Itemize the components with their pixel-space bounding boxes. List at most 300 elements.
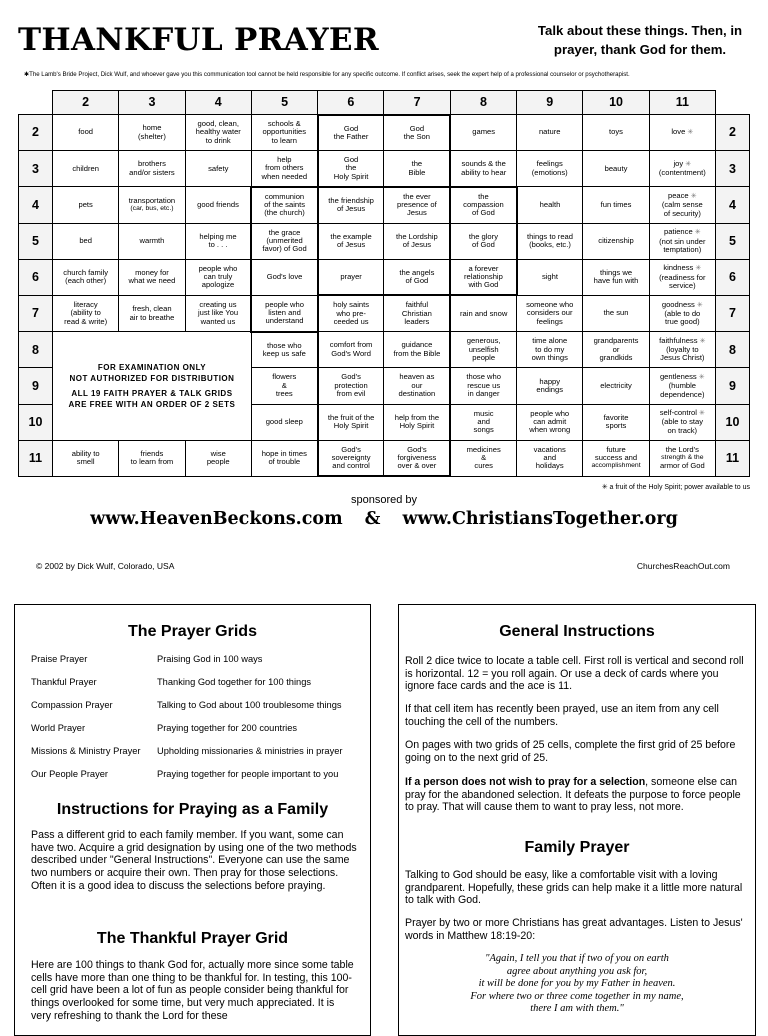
grid-cell[interactable] xyxy=(384,223,450,259)
copyright: © 2002 by Dick Wulf, Colorado, USA xyxy=(36,561,175,571)
grid-cell[interactable] xyxy=(450,151,516,187)
cell-text: healthy water xyxy=(195,127,241,137)
cell-text: read & write) xyxy=(64,316,108,326)
thankful-grid-text: Here are 100 things to thank God for, actually more since some table cells have more than one thing to be thankful for. In testing, this 100-cell grid have been a lot of fun as people consider being thankful for things overlooked for some time, but very much appreciated. It is very refreshing to thank the Lord for these xyxy=(31,959,354,1022)
cell-text: things we xyxy=(599,268,633,278)
grid-cell[interactable] xyxy=(185,151,251,187)
cell-text: goodness ✳ xyxy=(661,299,703,309)
grid-cell[interactable] xyxy=(583,187,649,223)
grid-cell[interactable] xyxy=(450,259,516,295)
cell-text: God's xyxy=(407,444,427,454)
cell-text: generous, xyxy=(466,336,501,346)
cell-text: fun times xyxy=(600,199,632,209)
left-panel xyxy=(14,604,371,1036)
grid-cell[interactable] xyxy=(583,332,649,368)
grid-cell[interactable] xyxy=(251,332,317,368)
grid-cell[interactable] xyxy=(517,151,583,187)
cell-text: the xyxy=(345,163,357,173)
ampersand: & xyxy=(364,509,381,529)
grid-cell[interactable] xyxy=(318,368,384,404)
cell-text: songs xyxy=(473,425,494,435)
cell-text: sports xyxy=(605,421,627,431)
cell-text: ability to hear xyxy=(461,167,507,177)
cell-text: opportunities xyxy=(262,127,307,137)
cell-text: rescue us xyxy=(467,380,501,390)
cell-text: grandkids xyxy=(599,352,633,362)
cell-text: (humble xyxy=(668,381,697,391)
grid-cell[interactable] xyxy=(119,151,185,187)
grid-row xyxy=(19,115,750,151)
cell-text: rain and snow xyxy=(460,308,508,318)
cell-text: friends xyxy=(140,448,164,458)
grid-row xyxy=(19,223,750,259)
grid-cell[interactable] xyxy=(384,187,450,223)
column-header: 7 xyxy=(384,91,450,115)
cell-text: what we need xyxy=(128,276,176,286)
grid-cell[interactable] xyxy=(583,404,649,440)
cell-text: to . . . xyxy=(208,240,228,250)
cell-text: to do my xyxy=(535,344,565,354)
cell-text: unselfish xyxy=(468,344,499,354)
cell-text: protection xyxy=(334,380,368,390)
grid-cell[interactable] xyxy=(318,404,384,440)
cell-text: nature xyxy=(538,127,561,137)
cell-text: fresh, clean xyxy=(132,304,172,314)
grid-cell[interactable] xyxy=(251,368,317,404)
notice-line: NOT AUTHORIZED FOR DISTRIBUTION xyxy=(69,373,235,383)
cell-text: forgiveness xyxy=(397,452,437,462)
column-header: 4 xyxy=(185,91,251,115)
grid-cell[interactable] xyxy=(251,223,317,259)
prayer-grid-name: Thankful Prayer xyxy=(31,677,97,687)
cell-text: ceeded us xyxy=(333,316,369,326)
cell-text: good, clean, xyxy=(197,119,239,129)
cell-text: the xyxy=(411,159,423,169)
grid-cell[interactable] xyxy=(450,440,516,476)
cell-text: the glory xyxy=(468,231,498,241)
prayer-grid-item xyxy=(31,677,312,687)
cell-text: wanted us xyxy=(200,316,236,326)
cell-text: bed xyxy=(79,236,92,245)
tagline: Talk about these things. Then, in prayer, thank God for them. xyxy=(537,23,743,57)
row-header: 4 xyxy=(715,187,749,223)
row-header: 7 xyxy=(715,295,749,331)
prayer-grid xyxy=(18,90,750,477)
grid-cell[interactable] xyxy=(318,440,384,476)
grid-cell[interactable] xyxy=(517,440,583,476)
grid-cell[interactable] xyxy=(517,259,583,295)
cell-text: toys xyxy=(609,127,623,137)
grid-cell[interactable] xyxy=(649,368,715,404)
grid-cell[interactable] xyxy=(649,115,715,151)
cell-text: faithful xyxy=(405,300,429,310)
sponsor-websites xyxy=(0,509,768,529)
cell-text: Jesus xyxy=(406,208,427,218)
cell-text: warmth xyxy=(139,236,165,245)
grid-cell[interactable] xyxy=(119,295,185,331)
sponsor-link-christianstogether[interactable]: www.ChristiansTogether.org xyxy=(402,509,678,529)
quote-line: it will be done for you by my Father in heaven. xyxy=(478,978,676,989)
grid-cell[interactable] xyxy=(384,440,450,476)
grid-cell[interactable] xyxy=(384,151,450,187)
fruit-marker-icon: ✳ xyxy=(699,337,706,345)
cell-text: in danger xyxy=(467,389,500,399)
grid-cell[interactable] xyxy=(119,440,185,476)
grid-cell[interactable] xyxy=(53,187,119,223)
grid-cell[interactable] xyxy=(583,368,649,404)
prayer-grid-item xyxy=(31,700,342,710)
cell-text: gentleness ✳ xyxy=(659,371,705,381)
cell-text: destination xyxy=(398,389,436,399)
grid-cell[interactable] xyxy=(517,295,583,331)
cell-text: help xyxy=(277,155,292,165)
cell-text: music xyxy=(473,408,494,418)
cell-text: holy saints xyxy=(333,300,370,310)
grid-cell[interactable] xyxy=(53,295,119,331)
grid-cell[interactable] xyxy=(517,115,583,151)
grid-cell[interactable] xyxy=(251,259,317,295)
cell-text: the Father xyxy=(333,131,369,141)
grid-row xyxy=(19,295,750,331)
grid-cell[interactable] xyxy=(583,259,649,295)
cell-text: God's xyxy=(341,444,361,454)
cell-text: Holy Spirit xyxy=(399,421,435,431)
grid-cell[interactable] xyxy=(251,187,317,223)
prayer-grid-item xyxy=(31,746,343,756)
cell-text: food xyxy=(78,127,94,137)
grid-row xyxy=(19,440,750,476)
cell-text: sight xyxy=(541,272,558,282)
cell-text: from the Bible xyxy=(393,348,441,358)
grid-cell[interactable] xyxy=(318,115,384,151)
cell-text: Holy Spirit xyxy=(333,171,369,181)
grid-cell[interactable] xyxy=(53,440,119,476)
prayer-grid-description: Praying together for people important to you xyxy=(157,769,339,779)
cell-text: of trouble xyxy=(268,457,301,467)
cell-text: smell xyxy=(76,457,95,467)
cell-text: joy ✳ xyxy=(673,158,692,168)
cell-text: communion xyxy=(264,191,305,201)
grid-cell[interactable] xyxy=(450,404,516,440)
grid-corner xyxy=(19,91,53,115)
cell-text: who pre- xyxy=(336,308,366,318)
grid-cell[interactable] xyxy=(583,115,649,151)
cell-text: someone who xyxy=(526,300,574,310)
cell-text: church family xyxy=(63,268,109,278)
cell-text: citizenship xyxy=(598,236,634,245)
cell-text: those who xyxy=(466,372,501,382)
cell-text: God's xyxy=(341,372,361,382)
cell-text: flowers xyxy=(272,372,297,382)
cell-text: people xyxy=(206,457,230,467)
cell-text: (not sin under xyxy=(659,236,706,246)
cell-text: helping me xyxy=(199,231,237,241)
grid-cell[interactable] xyxy=(53,259,119,295)
grid-cell[interactable] xyxy=(185,115,251,151)
cell-text: brothers xyxy=(138,159,166,169)
quote-line: "Again, I tell you that if two of you on earth xyxy=(485,953,669,964)
family-instructions-text: Pass a different grid to each family member. If you want, some can have two. Acquire a grid designation by using one of the two methods described under "General Instructions". Everyone can use the same two numbers or acquire their own. Then pray for those selections. Often it is a good idea to discuss the selections before praying. xyxy=(31,829,357,892)
cell-text: the friendship xyxy=(328,195,374,205)
grid-cell[interactable] xyxy=(649,187,715,223)
cell-text: (shelter) xyxy=(138,131,166,141)
cell-text: (able to stay xyxy=(661,417,703,427)
grid-cell[interactable] xyxy=(318,187,384,223)
cell-text: ability to xyxy=(71,448,100,458)
grid-cell[interactable] xyxy=(450,115,516,151)
grid-cell[interactable] xyxy=(649,404,715,440)
grid-cell[interactable] xyxy=(251,440,317,476)
grid-cell[interactable] xyxy=(119,223,185,259)
cell-text: happy xyxy=(539,376,561,386)
cell-text: the fruit of the xyxy=(327,412,375,422)
prayer-grid-description: Thanking God together for 100 things xyxy=(157,677,312,687)
row-header: 5 xyxy=(715,223,749,259)
prayer-grid-item xyxy=(31,769,339,779)
row-header: 2 xyxy=(715,115,749,151)
cell-text: relationship xyxy=(464,271,503,281)
prayer-grid-name: Missions & Ministry Prayer xyxy=(31,746,141,756)
grid-cell[interactable] xyxy=(517,404,583,440)
cell-text: games xyxy=(472,127,496,137)
cell-text: Holy Spirit xyxy=(333,421,369,431)
grid-cell[interactable] xyxy=(251,295,317,331)
notice-line: ALL 19 FAITH PRAYER & TALK GRIDS xyxy=(71,388,233,398)
row-header: 10 xyxy=(19,404,53,440)
grid-cell[interactable] xyxy=(583,223,649,259)
prayer-grid-description: Upholding missionaries & ministries in prayer xyxy=(157,746,343,756)
cell-text: compassion xyxy=(463,200,504,210)
cell-text: cures xyxy=(474,461,493,471)
cell-text: understand xyxy=(265,316,304,326)
grid-cell[interactable] xyxy=(450,368,516,404)
cell-text: electricity xyxy=(600,380,632,390)
cell-text: from others xyxy=(265,163,304,173)
cell-text: hope in times xyxy=(261,448,307,458)
grid-cell[interactable] xyxy=(185,223,251,259)
cell-text: prayer xyxy=(340,271,362,281)
cell-text: true good) xyxy=(665,317,700,327)
fruit-marker-icon: ✳ xyxy=(690,193,697,201)
family-prayer-heading: Family Prayer xyxy=(524,839,630,856)
grid-cell[interactable] xyxy=(517,368,583,404)
cell-text: when needed xyxy=(261,171,308,181)
cell-text: future xyxy=(606,444,626,454)
quote-line: agree about anything you ask for, xyxy=(506,965,648,977)
cell-text: good sleep xyxy=(265,416,303,426)
cell-text: service) xyxy=(669,280,696,290)
cell-text: transportation xyxy=(128,195,176,205)
cell-text: (each other) xyxy=(65,276,107,286)
grid-cell[interactable] xyxy=(318,332,384,368)
cell-text: schools & xyxy=(267,119,301,129)
cell-text: the Lordship xyxy=(395,231,438,241)
grid-cell[interactable] xyxy=(185,187,251,223)
grid-cell[interactable] xyxy=(185,440,251,476)
grid-cell[interactable] xyxy=(649,151,715,187)
grid-cell[interactable] xyxy=(649,295,715,331)
cell-text: considers our xyxy=(526,308,573,318)
row-header: 3 xyxy=(715,151,749,187)
grid-cell[interactable] xyxy=(583,295,649,331)
cell-text: heaven as xyxy=(399,372,435,382)
grid-cell[interactable] xyxy=(384,368,450,404)
grid-row xyxy=(19,151,750,187)
cell-text: the angels xyxy=(399,267,435,277)
prayer-grid-name: Praise Prayer xyxy=(31,654,88,664)
cell-text: children xyxy=(72,163,99,173)
quote-line: For where two or three come together in my name, xyxy=(470,990,684,1002)
sponsor-link-heavenbeckons[interactable]: www.HeavenBeckons.com xyxy=(90,509,343,529)
instructions-two-grids: On pages with two grids of 25 cells, complete the first grid of 25 before going on to the next grid of 25. xyxy=(405,739,736,764)
disclaimer: ✱The Lamb's Bride Project, Dick Wulf, and whoever gave you this communication tool cannot be held responsible for any specific outcome. If conflict arises, seek the expert help of a professional counselor or psychotherapist. xyxy=(24,71,630,78)
cell-text: God xyxy=(409,123,425,133)
grid-cell[interactable] xyxy=(384,259,450,295)
row-header: 11 xyxy=(715,440,749,476)
cell-text: of security) xyxy=(663,208,701,218)
grid-cell[interactable] xyxy=(649,259,715,295)
cell-text: peace ✳ xyxy=(667,191,697,201)
fruit-marker-icon: ✳ xyxy=(694,229,701,237)
cell-text: things to read xyxy=(526,231,573,241)
grid-cell[interactable] xyxy=(517,332,583,368)
sponsored-by-label: sponsored by xyxy=(350,494,418,506)
cell-text: favor) of God xyxy=(262,244,307,254)
cell-text: (books, etc.) xyxy=(529,240,571,250)
cell-text: grandparents xyxy=(593,336,639,346)
cell-text: dependence) xyxy=(660,389,705,399)
grid-cell[interactable] xyxy=(450,295,516,331)
cell-text: favorite xyxy=(603,412,629,422)
prayer-grid-name: Compassion Prayer xyxy=(31,700,113,710)
cell-text: Bible xyxy=(408,167,426,177)
cell-text: or xyxy=(612,344,620,354)
grid-cell[interactable] xyxy=(318,295,384,331)
cell-text: (ability to xyxy=(70,308,101,318)
cell-text: the ever xyxy=(403,191,431,201)
cell-text: the grace xyxy=(268,227,301,237)
prayer-grid-item xyxy=(31,723,298,733)
cell-text: God xyxy=(343,123,359,133)
cell-text: people who xyxy=(530,408,570,418)
grid-cell[interactable] xyxy=(119,187,185,223)
grid-cell[interactable] xyxy=(119,259,185,295)
row-header: 5 xyxy=(19,223,53,259)
grid-cell[interactable] xyxy=(517,223,583,259)
cell-text: home xyxy=(142,123,162,133)
cell-text: the xyxy=(478,191,489,201)
grid-cell[interactable] xyxy=(384,295,450,331)
cell-text: (emotions) xyxy=(531,167,568,177)
grid-cell[interactable] xyxy=(251,404,317,440)
prayer-grid-name: Our People Prayer xyxy=(31,769,108,779)
quote-line: there I am with them." xyxy=(530,1003,624,1014)
instructions-abandoned-rest: , someone else can pray for the abandoned selection. It defeats the purpose to force people to pray. That will cause them to want to pray less, not more. xyxy=(405,776,741,814)
cell-text: (calm sense xyxy=(661,200,703,210)
grid-cell[interactable] xyxy=(53,223,119,259)
row-header: 3 xyxy=(19,151,53,187)
grid-cell[interactable] xyxy=(583,151,649,187)
cell-text: creating us xyxy=(199,300,237,310)
row-header: 6 xyxy=(715,259,749,295)
cell-text: vacations xyxy=(533,444,566,454)
cell-text: people who xyxy=(198,263,238,273)
grid-cell[interactable] xyxy=(649,332,715,368)
grid-cell[interactable] xyxy=(251,151,317,187)
grid-cell[interactable] xyxy=(318,259,384,295)
grid-cell[interactable] xyxy=(185,259,251,295)
grid-cell[interactable] xyxy=(517,187,583,223)
cell-text: of God xyxy=(405,276,429,286)
cell-text: the example xyxy=(330,231,372,241)
grid-cell[interactable] xyxy=(384,332,450,368)
fruit-marker-icon: ✳ xyxy=(695,265,702,273)
grid-cell[interactable] xyxy=(185,295,251,331)
cell-text: trees xyxy=(275,389,293,399)
column-header: 11 xyxy=(649,91,715,115)
fruit-marker-icon: ✳ xyxy=(699,410,705,418)
grid-cell[interactable] xyxy=(53,115,119,151)
row-header: 8 xyxy=(19,332,53,368)
grid-cell[interactable] xyxy=(318,151,384,187)
cell-text: God's love xyxy=(266,272,303,282)
grid-cell[interactable] xyxy=(450,223,516,259)
instructions-abandoned xyxy=(405,776,749,814)
cell-text: own things xyxy=(531,352,568,362)
cell-text: (loyalty to xyxy=(666,345,699,355)
distribution-notice xyxy=(53,332,252,441)
column-header: 10 xyxy=(583,91,649,115)
grid-cell[interactable] xyxy=(649,440,715,476)
grid-cell[interactable] xyxy=(318,223,384,259)
grid-cell[interactable] xyxy=(119,115,185,151)
fruit-footnote: ✳ a fruit of the Holy Spirit; power available to us xyxy=(601,484,750,491)
cell-text: people xyxy=(472,352,496,362)
grid-cell[interactable] xyxy=(384,115,450,151)
grid-cell[interactable] xyxy=(450,187,516,223)
page-title: THANKFUL PRAYER xyxy=(18,22,379,58)
cell-text: and xyxy=(543,453,557,463)
grid-cell[interactable] xyxy=(251,115,317,151)
cell-text: of Jesus xyxy=(402,240,432,250)
cell-text: (car, bus, etc.) xyxy=(130,204,174,212)
cell-text: have fun with xyxy=(593,276,639,286)
cell-text: faithfulness ✳ xyxy=(659,335,706,345)
cell-text: sounds & the xyxy=(461,159,506,169)
cell-text: leaders xyxy=(404,316,430,326)
cell-text: pets xyxy=(78,199,93,209)
cell-text: (unmerited xyxy=(266,236,303,245)
thankful-grid-heading: The Thankful Prayer Grid xyxy=(96,930,289,947)
grid-cell[interactable] xyxy=(384,404,450,440)
cell-text: people who xyxy=(265,299,304,309)
grid-cell[interactable] xyxy=(450,332,516,368)
right-panel xyxy=(398,604,756,1036)
cell-text: medicines xyxy=(466,444,501,454)
prayer-grid-description: Praising God in 100 ways xyxy=(157,654,263,664)
cell-text: of the saints xyxy=(264,200,306,210)
churches-link[interactable]: ChurchesReachOut.com xyxy=(636,561,730,571)
cell-text: to learn xyxy=(271,135,297,145)
cell-text: help from the xyxy=(394,412,440,422)
cell-text: the sun xyxy=(603,308,629,318)
grid-row xyxy=(19,332,750,368)
grid-cell[interactable] xyxy=(583,440,649,476)
grid-cell[interactable] xyxy=(649,223,715,259)
family-prayer-text: Talking to God should be easy, like a comfortable visit with a loving grandparent. Hopefully, these grids can help make it a little more natural to talk with God. xyxy=(405,869,743,907)
family-instructions-heading: Instructions for Praying as a Family xyxy=(56,801,329,818)
grid-cell[interactable] xyxy=(53,151,119,187)
